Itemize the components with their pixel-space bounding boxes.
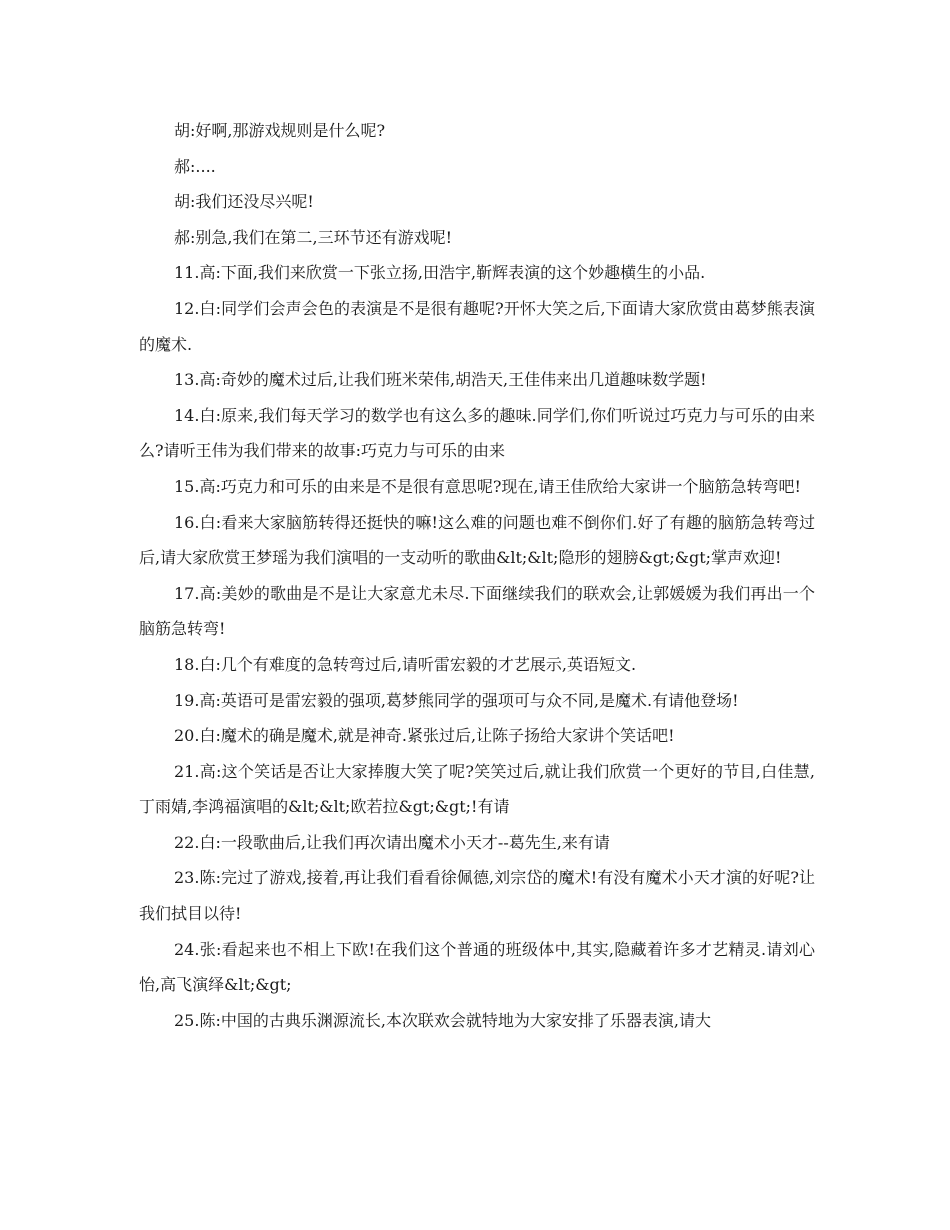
paragraph: 16.白:看来大家脑筋转得还挺快的嘛!这么难的问题也难不倒你们.好了有趣的脑筋急转弯过后,请大家欣赏王梦瑶为我们演唱的一支动听的歌曲&lt;&lt;隐形的翅膀&gt;&gt;掌声欢迎! xyxy=(139,512,815,568)
paragraph: 18.白:几个有难度的急转弯过后,请听雷宏毅的才艺展示,英语短文. xyxy=(174,654,637,674)
paragraph: 23.陈:完过了游戏,接着,再让我们看看徐佩德,刘宗岱的魔术!有没有魔术小天才演的好呢?让我们拭目以待! xyxy=(139,868,815,924)
paragraph: 14.白:原来,我们每天学习的数学也有这么多的趣味.同学们,你们听说过巧克力与可乐的由来么?请听王伟为我们带来的故事:巧克力与可乐的由来 xyxy=(139,405,815,461)
document-body xyxy=(139,113,815,1038)
paragraph: 24.张:看起来也不相上下欧!在我们这个普通的班级体中,其实,隐藏着许多才艺精灵.请刘心怡,高飞演绎&lt;&gt; xyxy=(139,939,815,995)
paragraph: 20.白:魔术的确是魔术,就是神奇.紧张过后,让陈子扬给大家讲个笑话吧! xyxy=(174,726,675,746)
paragraph: 15.高:巧克力和可乐的由来是不是很有意思呢?现在,请王佳欣给大家讲一个脑筋急转弯吧! xyxy=(174,476,801,496)
paragraph: 21.高:这个笑话是否让大家捧腹大笑了呢?笑笑过后,就让我们欣赏一个更好的节目,白佳慧,丁雨婧,李鸿福演唱的&lt;&lt;欧若拉&gt;&gt;!有请 xyxy=(139,761,815,817)
paragraph: 25.陈:中国的古典乐渊源流长,本次联欢会就特地为大家安排了乐器表演,请大 xyxy=(174,1010,712,1030)
paragraph: 胡:我们还没尽兴呢! xyxy=(174,192,314,212)
paragraph: 11.高:下面,我们来欣赏一下张立扬,田浩宇,靳辉表演的这个妙趣横生的小品. xyxy=(174,263,706,283)
paragraph: 郝:别急,我们在第二,三环节还有游戏呢! xyxy=(174,227,452,247)
paragraph: 22.白:一段歌曲后,让我们再次请出魔术小天才--葛先生,来有请 xyxy=(174,832,610,852)
paragraph: 郝:.... xyxy=(174,156,216,176)
paragraph: 胡:好啊,那游戏规则是什么呢? xyxy=(174,121,386,140)
paragraph: 12.白:同学们会声会色的表演是不是很有趣呢?开怀大笑之后,下面请大家欣赏由葛梦熊表演的魔术. xyxy=(139,298,815,354)
paragraph: 19.高:英语可是雷宏毅的强项,葛梦熊同学的强项可与众不同,是魔术.有请他登场! xyxy=(174,690,739,710)
paragraph: 13.高:奇妙的魔术过后,让我们班米荣伟,胡浩天,王佳伟来出几道趣味数学题! xyxy=(174,370,707,390)
paragraph: 17.高:美妙的歌曲是不是让大家意尤未尽.下面继续我们的联欢会,让郭媛媛为我们再出一个脑筋急转弯! xyxy=(139,583,815,639)
